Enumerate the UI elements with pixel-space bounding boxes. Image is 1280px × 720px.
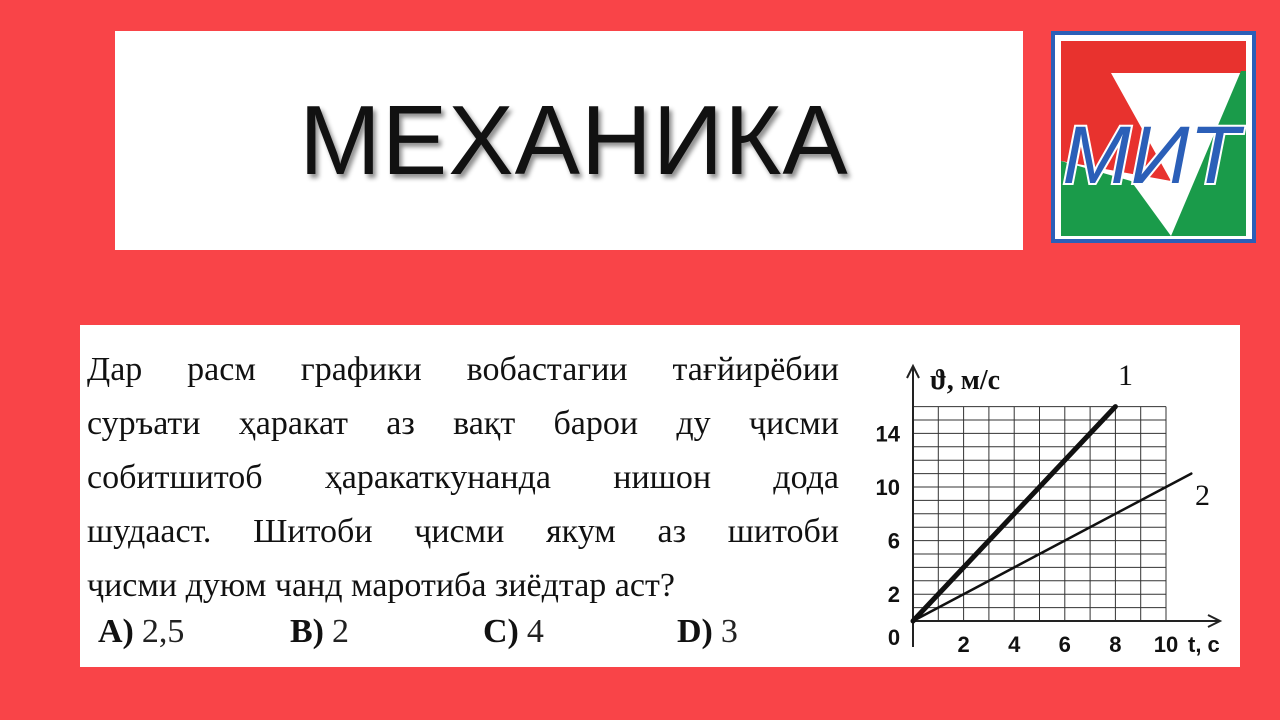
question-text [87,343,839,613]
question-line: ҷисми дуюм чанд маротиба зиёдтар аст? [87,567,675,604]
series-line-2 [913,474,1191,621]
question-line: Дар расм графики вобастагии тағйирёбии [87,351,839,388]
title-banner [115,31,1023,250]
answer-value: 3 [720,613,738,650]
answer-c[interactable] [483,613,544,651]
x-tick-label: 2 [957,632,970,657]
mit-logo [1051,31,1256,243]
answer-a[interactable] [98,613,184,651]
answer-value: 4 [526,613,544,650]
x-tick-label: 4 [1008,632,1021,657]
y-tick-label: 6 [887,528,900,554]
x-tick-label: 8 [1109,632,1122,657]
origin-label: 0 [887,625,901,650]
answer-letter: C) [483,613,519,650]
answer-letter: D) [677,613,713,650]
velocity-time-chart [870,350,1240,662]
question-line: собитшитоб ҳаракаткунанда нишон дода [87,459,839,496]
answer-b[interactable] [290,613,349,651]
answer-letter: A) [98,613,134,650]
y-tick-label: 14 [875,421,900,447]
answer-value: 2,5 [141,613,185,650]
page-title: МЕХАНИКА [299,85,849,195]
x-tick-label: 10 [1153,632,1179,657]
question-line: шудааст. Шитоби ҷисми якум аз шитоби [87,513,839,550]
y-axis-title: ϑ, м/с [930,365,1001,396]
answer-value: 2 [332,613,349,650]
logo-text: МИТ [1062,110,1240,201]
x-axis-title: t, c [1188,632,1220,657]
series-label: 1 [1118,359,1133,392]
y-tick-label: 10 [875,475,900,500]
question-line: суръати ҳаракат аз вақт барои ду ҷисми [87,405,839,442]
x-tick-label: 6 [1058,632,1071,657]
y-tick-label: 2 [887,582,900,608]
answer-d[interactable] [677,613,738,651]
answer-letter: B) [290,613,324,650]
series-label: 2 [1195,479,1210,512]
